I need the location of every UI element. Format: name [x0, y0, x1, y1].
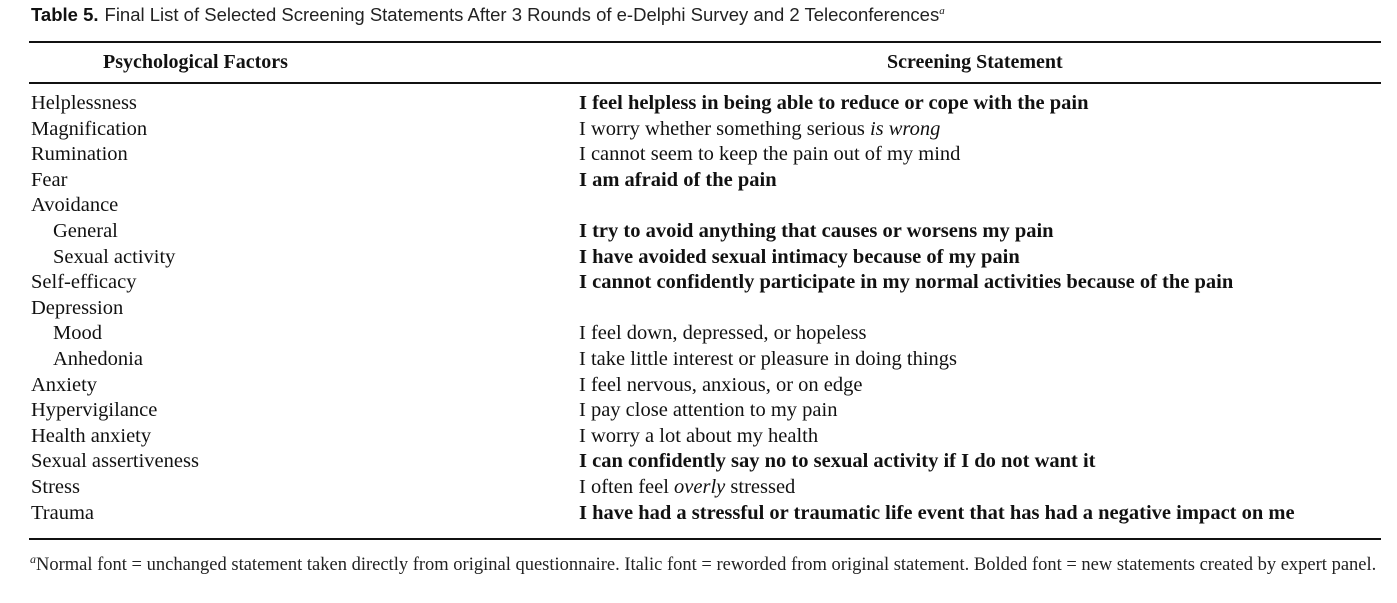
- statement-cell: [579, 117, 940, 143]
- statement-text-after: stressed: [725, 475, 796, 498]
- table-bottom-rule: [29, 538, 1381, 540]
- table-row: [0, 296, 1397, 322]
- table-row: [0, 168, 1397, 194]
- factor-cell: Hypervigilance: [31, 399, 158, 422]
- table-row: [0, 245, 1397, 271]
- statement-text: I often feel: [579, 475, 675, 498]
- table-row: [0, 321, 1397, 347]
- factor-cell: Mood: [53, 322, 102, 345]
- statement-cell: [579, 398, 837, 424]
- statement-cell: [579, 321, 866, 347]
- statement-text: I pay close attention to my pain: [579, 399, 838, 422]
- factor-cell: Avoidance: [31, 194, 119, 217]
- statement-cell: [579, 449, 1096, 475]
- factor-cell: Sexual activity: [53, 245, 176, 268]
- factor-cell: General: [53, 219, 118, 242]
- statement-text: I have had a stressful or traumatic life event that has had a negative impact on me: [579, 501, 1295, 524]
- caption-footnote-marker: a: [939, 4, 945, 17]
- table-row: [0, 449, 1397, 475]
- header-bottom-rule: [29, 82, 1381, 84]
- statement-text: I have avoided sexual intimacy because of my pain: [579, 245, 1020, 268]
- factor-cell: Self-efficacy: [31, 271, 137, 294]
- statement-text: I worry a lot about my health: [579, 424, 819, 447]
- statement-cell: [579, 142, 960, 168]
- table-row: [0, 270, 1397, 296]
- statement-cell: [579, 501, 1295, 527]
- factor-cell: Fear: [31, 168, 68, 191]
- table-title: Final List of Selected Screening Statements After 3 Rounds of e-Delphi Survey and 2 Teleconferences: [104, 4, 940, 25]
- statement-text: I feel nervous, anxious, or on edge: [579, 373, 863, 396]
- statement-cell: [579, 91, 1088, 117]
- table-row: [0, 219, 1397, 245]
- table-row: [0, 373, 1397, 399]
- factor-cell: Sexual assertiveness: [31, 450, 199, 473]
- table-row: [0, 193, 1397, 219]
- statement-cell: [579, 373, 863, 399]
- table-row: [0, 117, 1397, 143]
- statement-text: I can confidently say no to sexual activity if I do not want it: [579, 450, 1096, 473]
- factor-cell: Rumination: [31, 143, 128, 166]
- statement-text: I feel down, depressed, or hopeless: [579, 322, 867, 345]
- factor-cell: Anhedonia: [53, 347, 143, 370]
- factor-cell: Helplessness: [31, 92, 137, 114]
- table-footnote: [30, 548, 1385, 576]
- factor-cell: Health anxiety: [31, 424, 152, 447]
- statement-text: I am afraid of the pain: [579, 168, 777, 191]
- table-row: [0, 475, 1397, 501]
- statement-cell: [579, 168, 777, 194]
- table-row: [0, 91, 1397, 117]
- statement-text: I take little interest or pleasure in doing things: [579, 347, 958, 370]
- footnote-text: Normal font = unchanged statement taken directly from original questionnaire. Italic font = reworded from original statement. Bolded font = new statements created by expert panel.: [36, 555, 1377, 576]
- statement-cell: [579, 219, 1054, 245]
- table-row: [0, 424, 1397, 450]
- table-number: Table 5.: [31, 4, 99, 25]
- statement-text: I cannot confidently participate in my normal activities because of the pain: [579, 271, 1234, 294]
- statement-italic-text: overly: [674, 475, 726, 498]
- statement-cell: [579, 475, 795, 501]
- statement-italic-text: is wrong: [869, 117, 941, 140]
- statement-cell: [579, 424, 818, 450]
- table-row: [0, 142, 1397, 168]
- table-row: [0, 347, 1397, 373]
- statement-cell: [579, 347, 957, 373]
- statement-text: I try to avoid anything that causes or worsens my pain: [579, 219, 1054, 242]
- factor-cell: Depression: [31, 296, 124, 319]
- factor-cell: Stress: [31, 475, 80, 498]
- statement-cell: [579, 270, 1233, 296]
- factor-cell: Trauma: [31, 501, 95, 524]
- table-row: [0, 398, 1397, 424]
- column-header-factors: Psychological Factors: [103, 51, 288, 73]
- factor-cell: Anxiety: [31, 373, 98, 396]
- table-top-rule: [29, 41, 1381, 43]
- footnote-marker: a: [30, 552, 36, 566]
- table-caption: [31, 4, 945, 26]
- statement-text: I cannot seem to keep the pain out of my mind: [579, 143, 961, 166]
- statement-text: I worry whether something serious: [579, 117, 870, 140]
- factor-cell: Magnification: [31, 117, 148, 140]
- table-body: [0, 91, 1397, 526]
- statement-cell: [579, 245, 1020, 271]
- column-header-statement: Screening Statement: [887, 51, 1063, 73]
- statement-text: I feel helpless in being able to reduce or cope with the pain: [579, 92, 1089, 114]
- table-row: [0, 501, 1397, 527]
